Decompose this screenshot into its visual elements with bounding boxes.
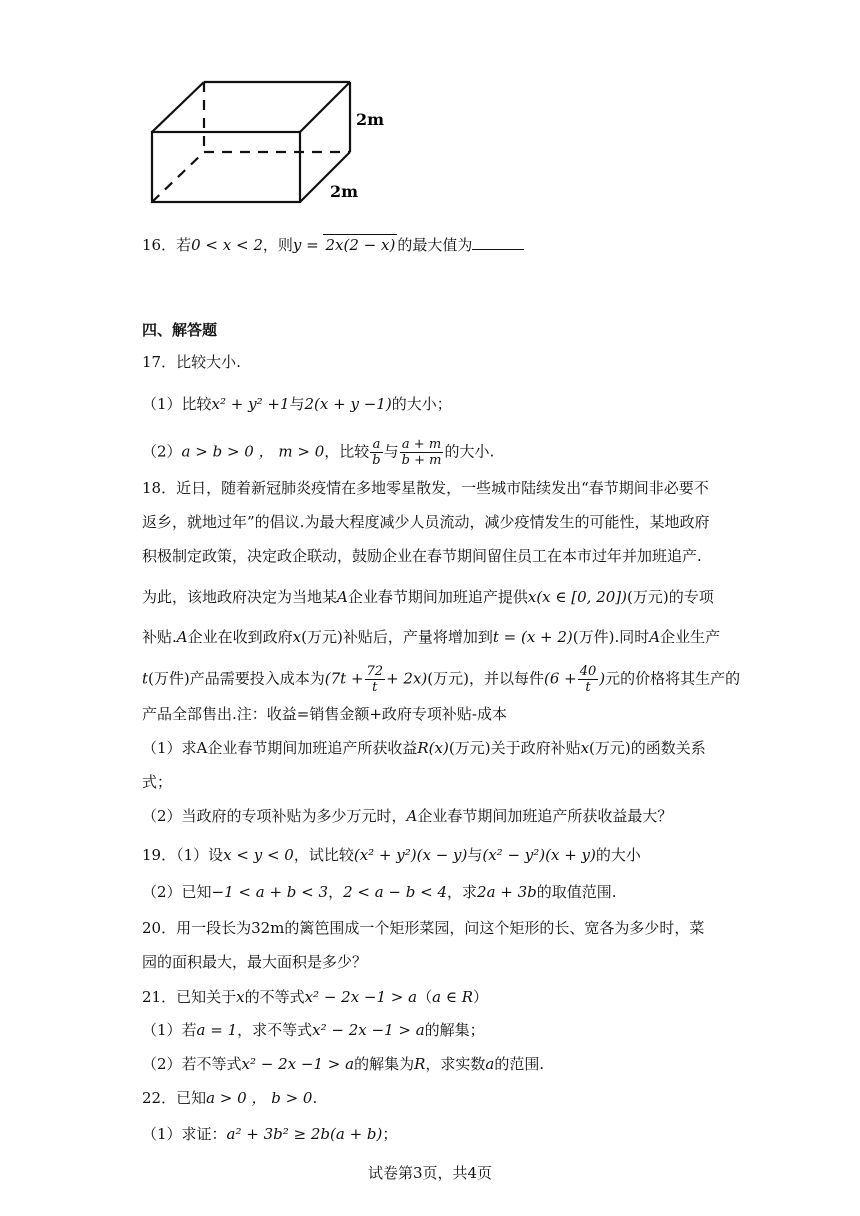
question-18-line-2: 返乡，就地过年”的倡议.为最大程度减少人员流动，减少疫情发生的可能性，某地政府	[142, 513, 710, 531]
question-17-part-2: （2）a > b > 0 ， m > 0，比较 $\frac{a}{b}$ 与 $\frac{a + m}{b + m}$ 的大小.	[142, 437, 495, 468]
question-19-part-2: （2）已知−1 < a + b < 3，2 < a − b < 4，求2a + 3b的取值范围.	[142, 883, 617, 901]
fraction-am-over-bm: $\frac{a + m}{b + m}$	[401, 437, 442, 468]
question-20-line-2: 园的面积最大，最大面积是多少？	[142, 953, 368, 971]
question-21-stem: 21．已知关于x的不等式x² − 2x −1 > a（a ∈ R）	[142, 988, 489, 1006]
question-18-part-1-cont: 式；	[142, 773, 173, 791]
answer-blank	[472, 235, 524, 250]
question-16: 16．若0 < x < 2，则y = 2x(2 − x) 的最大值为	[142, 234, 524, 255]
depth-label: 2m	[330, 182, 359, 201]
question-17-title: 17．比较大小.	[142, 353, 241, 371]
front-face	[152, 132, 300, 202]
question-18-line-5: 补贴.A企业在收到政府x(万元)补贴后，产量将增加到t = (x + 2)(万件).同时A企业生产	[142, 628, 721, 646]
question-18-line-7: 产品全部售出.注：收益=销售金额+政府专项补贴-成本	[142, 705, 507, 723]
question-22-stem: 22．已知a > 0 ， b > 0.	[142, 1089, 318, 1107]
question-21-part-2: （2）若不等式x² − 2x −1 > a的解集为R，求实数a的范围.	[142, 1055, 545, 1073]
fraction-a-over-b: $\frac{a}{b}$	[372, 437, 381, 468]
height-label: 2m	[356, 110, 385, 129]
question-19-part-1: 19．（1）设x < y < 0，试比较(x² + y²)(x − y)与(x² − y²)(x + y)的大小	[142, 846, 641, 864]
question-18-part-2: （2）当政府的专项补贴为多少万元时，A企业春节期间加班追产所获收益最大？	[142, 807, 673, 825]
cuboid-figure	[140, 72, 400, 214]
question-18-line-6: t(万件)产品需要投入成本为(7t + $\frac{72}{t}$ + 2x)(万元)，并以每件(6 + $\frac{40}{t}$ )元的价格将其生产的	[142, 664, 741, 695]
top-left-edge	[152, 82, 204, 132]
question-22-part-1: （1）求证：a² + 3b² ≥ 2b(a + b)；	[142, 1125, 398, 1143]
fraction-72-over-t: $\frac{72}{t}$	[366, 664, 384, 695]
question-21-part-1: （1）若a = 1，求不等式x² − 2x −1 > a的解集；	[142, 1021, 485, 1039]
sqrt-expression: 2x(2 − x)	[325, 236, 396, 254]
top-right-edge	[300, 82, 350, 132]
hidden-left-bottom-edge	[152, 152, 204, 202]
fraction-40-over-t: $\frac{40}{t}$	[579, 664, 597, 695]
question-18-line-4: 为此，该地政府决定为当地某A企业春节期间加班追产提供x(x ∈ [0, 20])(万元)的专项	[142, 588, 714, 606]
question-18-line-3: 积极制定政策，决定政企联动，鼓励企业在春节期间留住员工在本市过年并加班追产.	[142, 547, 702, 565]
question-18-part-1: （1）求A企业春节期间加班追产所获收益R(x)(万元)关于政府补贴x(万元)的函数关系	[142, 739, 706, 757]
page-footer: 试卷第3页，共4页	[367, 1164, 493, 1182]
question-18-line-1: 18．近日，随着新冠肺炎疫情在多地零星散发，一些城市陆续发出“春节期间非必要不	[142, 479, 709, 497]
question-20-line-1: 20．用一段长为32m的篱笆围成一个矩形菜园，问这个矩形的长、宽各为多少时，菜	[142, 919, 705, 937]
section-heading: 四、解答题	[142, 321, 218, 339]
question-17-part-1: （1）比较x² + y² +1与2(x + y −1)的大小；	[142, 395, 452, 413]
